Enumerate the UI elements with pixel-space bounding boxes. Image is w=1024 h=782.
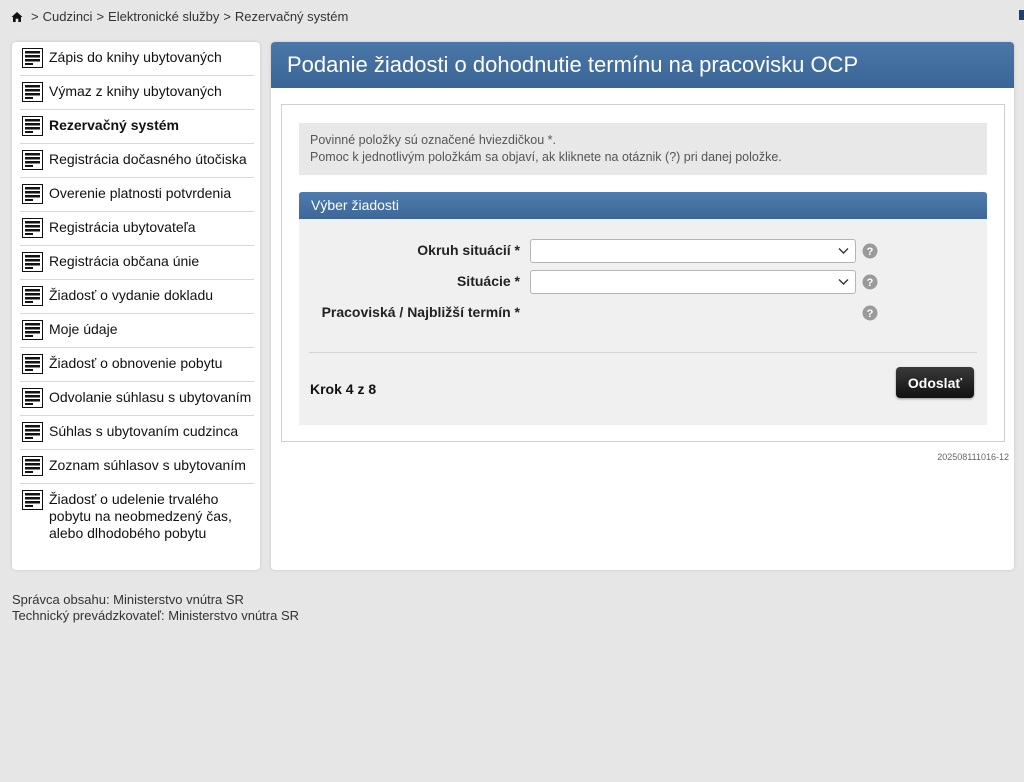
sidebar-menu — [12, 42, 260, 570]
sidebar-item-label: Registrácia dočasného útočiska — [49, 151, 247, 167]
document-icon — [22, 48, 43, 68]
sidebar-item-moje-udaje[interactable] — [20, 314, 254, 348]
sidebar-item-label: Žiadosť o udelenie trvalého pobytu na neobmedzený čas, alebo dlhodobého pobytu — [49, 491, 232, 541]
breadcrumb-separator: > — [96, 9, 105, 24]
sidebar-item-label: Žiadosť o obnovenie pobytu — [49, 355, 223, 371]
sidebar-item-odvolanie-suhlasu[interactable] — [20, 382, 254, 416]
footer — [12, 592, 299, 624]
svg-text:?: ? — [866, 308, 874, 320]
breadcrumb-separator: > — [31, 9, 39, 24]
pracoviska-label: Pracoviská / Najbližší termín * — [321, 304, 520, 320]
sidebar-item-label: Overenie platnosti potvrdenia — [49, 185, 232, 201]
sidebar-item-label: Registrácia ubytovateľa — [49, 219, 196, 235]
footer-technical-operator: Technický prevádzkovateľ: Ministerstvo vnútra SR — [12, 608, 300, 623]
document-icon — [22, 320, 43, 340]
sidebar-item-vydanie-dokladu[interactable] — [20, 280, 254, 314]
breadcrumb-link-rezervacny-system[interactable]: Rezervačný systém — [234, 9, 349, 24]
chevron-down-icon — [838, 247, 849, 255]
sidebar-item-registracia-ubytovatela[interactable] — [20, 212, 254, 246]
section-title: Výber žiadosti — [299, 192, 987, 219]
sidebar-item-label: Odvolanie súhlasu s ubytovaním — [49, 389, 252, 405]
situacie-label: Situácie * — [456, 273, 520, 289]
form-panel — [281, 104, 1005, 442]
sidebar-item-label: Registrácia občana únie — [49, 253, 200, 269]
step-indicator: Krok 4 z 8 — [310, 381, 377, 397]
breadcrumb-link-cudzinci[interactable]: Cudzinci — [42, 9, 93, 24]
situacie-row — [299, 270, 987, 294]
info-notice — [299, 123, 987, 175]
document-icon — [22, 286, 43, 306]
document-icon — [22, 82, 43, 102]
document-icon — [22, 456, 43, 476]
sidebar-item-zapis[interactable] — [20, 42, 254, 76]
okruh-situacii-select[interactable] — [530, 239, 856, 263]
sidebar-item-registracia-obcana[interactable] — [20, 246, 254, 280]
sidebar-item-label: Výmaz z knihy ubytovaných — [49, 83, 222, 99]
sidebar-item-obnovenie-pobytu[interactable] — [20, 348, 254, 382]
breadcrumb-link-elektronicke-sluzby[interactable]: Elektronické služby — [108, 9, 220, 24]
document-icon — [22, 150, 43, 170]
chevron-down-icon — [838, 278, 849, 286]
main-content — [271, 42, 1014, 570]
submit-button[interactable]: Odoslať — [896, 367, 974, 398]
help-icon[interactable] — [862, 243, 878, 259]
notice-required-text: Povinné položky sú označené hviezdičkou *. — [310, 133, 556, 147]
sidebar-item-label: Zápis do knihy ubytovaných — [49, 49, 222, 65]
help-icon[interactable] — [862, 305, 878, 321]
document-icon — [22, 388, 43, 408]
document-icon — [22, 116, 43, 136]
sidebar-item-rezervacny-system[interactable] — [20, 110, 254, 144]
sidebar-item-label: Súhlas s ubytovaním cudzinca — [49, 423, 239, 439]
sidebar-item-label: Rezervačný systém — [49, 117, 179, 133]
sidebar-item-overenie[interactable] — [20, 178, 254, 212]
help-icon[interactable] — [862, 274, 878, 290]
sidebar-item-vymaz[interactable] — [20, 76, 254, 110]
document-icon — [22, 184, 43, 204]
document-icon — [22, 354, 43, 374]
breadcrumb-separator: > — [223, 9, 231, 24]
document-icon — [22, 252, 43, 272]
svg-text:?: ? — [866, 246, 874, 258]
sidebar-item-suhlas-cudzinca[interactable] — [20, 416, 254, 450]
home-icon[interactable] — [11, 11, 23, 23]
page-title: Podanie žiadosti o dohodnutie termínu na pracovisku OCP — [271, 42, 1014, 88]
document-icon — [22, 422, 43, 442]
sidebar-item-label: Žiadosť o vydanie dokladu — [49, 287, 214, 303]
sidebar-item-label: Moje údaje — [49, 321, 118, 337]
sidebar-item-label: Zoznam súhlasov s ubytovaním — [49, 457, 246, 473]
corner-marker — [1019, 10, 1024, 20]
request-selection-section — [299, 192, 987, 425]
pracoviska-row — [299, 301, 987, 325]
sidebar-item-zoznam-suhlasov[interactable] — [20, 450, 254, 484]
okruh-situacii-label: Okruh situácií * — [417, 242, 520, 258]
form-divider — [309, 352, 977, 353]
document-icon — [22, 490, 43, 510]
document-icon — [22, 218, 43, 238]
version-label: 202508111016-12 — [937, 452, 1009, 462]
sidebar-item-docasne-utocisko[interactable] — [20, 144, 254, 178]
notice-help-text: Pomoc k jednotlivým položkám sa objaví, ak kliknete na otáznik (?) pri danej položke. — [310, 150, 782, 164]
sidebar-item-trvaly-pobyt[interactable] — [20, 484, 254, 549]
okruh-situacii-row — [299, 239, 987, 263]
footer-content-manager: Správca obsahu: Ministerstvo vnútra SR — [12, 592, 244, 607]
situacie-select[interactable] — [530, 270, 856, 294]
svg-text:?: ? — [866, 277, 874, 289]
breadcrumb — [11, 9, 348, 24]
